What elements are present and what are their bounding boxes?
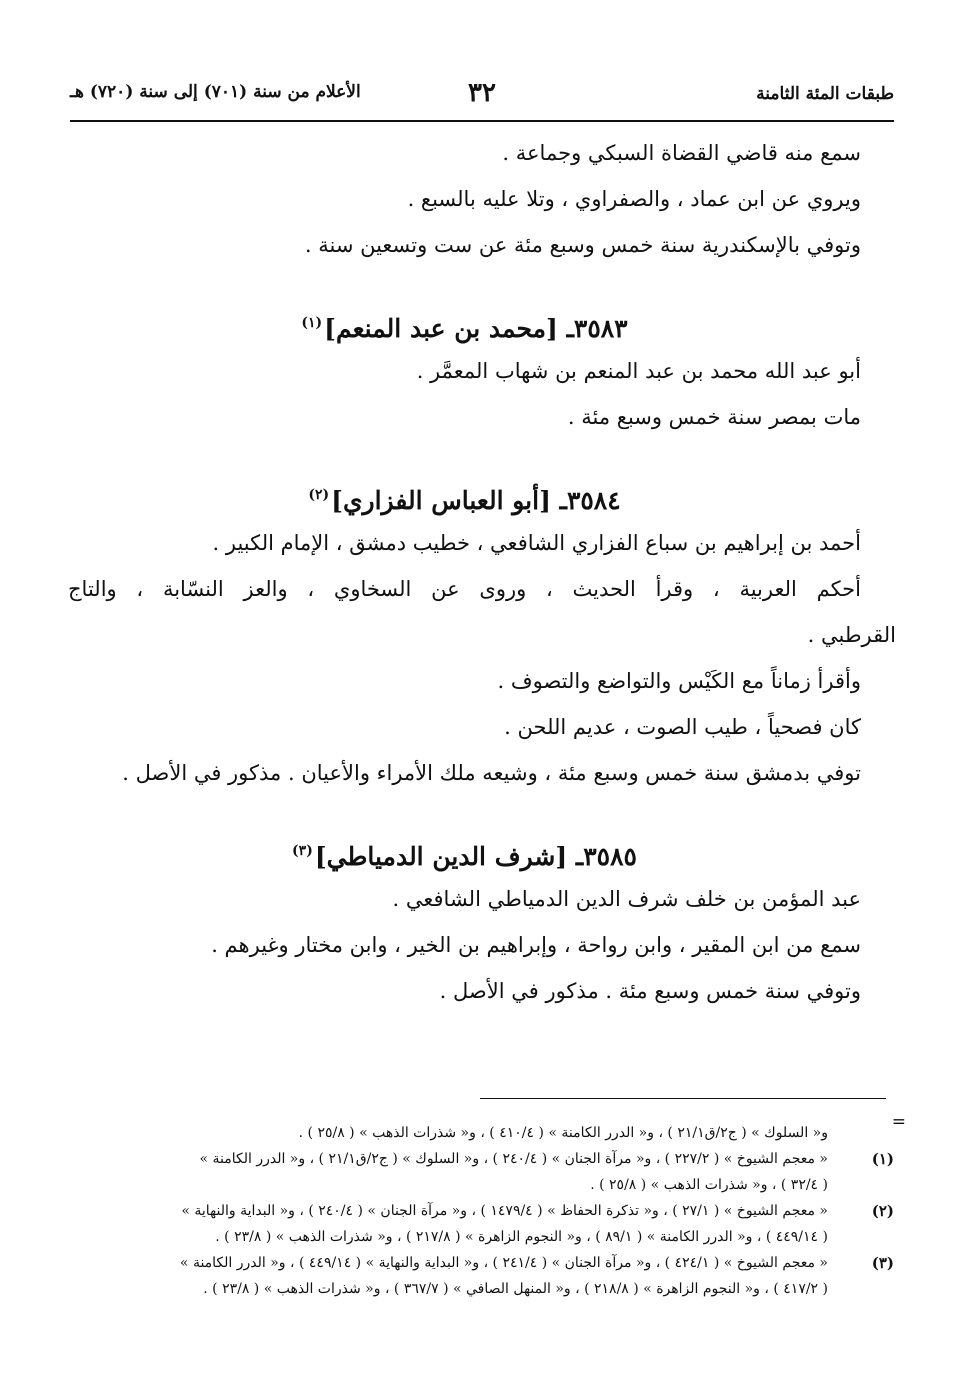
text-line: عبد المؤمن بن خلف شرف الدين الدمياطي الشافعي . (392, 887, 861, 911)
footnote-rule (480, 1098, 886, 1099)
entry-title: ٣٥٨٥ـ [شرف الدين الدمياطي] (314, 842, 637, 871)
footnote-line: ( ٤١٧/٢ ) ، و« النجوم الزاهرة » ( ٢١٨/٨ ) ، و« المنهل الصافي » ( ٣٦٧/٧ ) ، و« شذرات الذهب » ( ٢٣/٨ ) . (203, 1281, 828, 1297)
footnote-continuation (70, 1120, 894, 1146)
text-line: توفي بدمشق سنة خمس وسبع مئة ، وشيعه ملك الأمراء والأعيان . مذكور في الأصل . (122, 761, 861, 785)
text-line: أحمد بن إبراهيم بن سباع الفزاري الشافعي ، خطيب دمشق ، الإمام الكبير . (212, 531, 861, 555)
footnote-line: « معجم الشيوخ » ( ٤٢٤/١ ) ، و« مرآة الجنان » ( ٢٤١/٤ ) ، و« البداية والنهاية » ( ٤٤٩/١٤ ) ، و« الدرر الكامنة » (179, 1255, 828, 1271)
footnote-line: ( ٣٢/٤ ) ، و« شذرات الذهب » ( ٢٥/٨ ) . (590, 1177, 828, 1193)
text-line: وتوفي سنة خمس وسبع مئة . مذكور في الأصل . (439, 979, 861, 1003)
header-rule (70, 120, 894, 122)
footnote-ref: (٣) (292, 843, 313, 859)
text-line: سمع من ابن المقير ، وابن رواحة ، وإبراهيم بن الخير ، وابن مختار وغيرهم . (211, 933, 861, 957)
text-line: وأقرأ زماناً مع الكَيْس والتواضع والتصوف . (497, 669, 861, 693)
text-line: سمع منه قاضي القضاة السبكي وجماعة . (502, 141, 861, 165)
footnote-2 (70, 1198, 894, 1250)
footnote-number: (٢) (871, 1202, 894, 1220)
page-number: ٣٢ (468, 78, 496, 108)
footnotes (70, 1120, 894, 1302)
footnote-number: (١) (871, 1150, 894, 1168)
footnote-line: ( ٤٤٩/١٤ ) ، و« الدرر الكامنة » ( ٨٩/١ ) ، و« النجوم الزاهرة » ( ٢١٧/٨ ) ، و« شذرات الذهب » ( ٢٣/٨ ) . (215, 1229, 828, 1245)
entry-heading-3585 (68, 826, 861, 876)
text-line: أحكم العربية ، وقرأ الحديث ، وروى عن السخاوي ، والعز النسّابة ، والتاج (68, 577, 861, 601)
footnote-3 (70, 1250, 894, 1302)
header-book-title: طبقات المئة الثامنة (756, 84, 894, 104)
text-line: القرطبي . (807, 623, 896, 647)
entry-title: ٣٥٨٤ـ [أبو العباس الفزاري] (331, 486, 621, 515)
footnote-number: (٣) (871, 1254, 894, 1272)
text-line: أبو عبد الله محمد بن عبد المنعم بن شهاب المعمَّر . (416, 359, 861, 383)
footnote-line: « معجم الشيوخ » ( ٢٢٧/٢ ) ، و« مرآة الجنان » ( ٢٤٠/٤ ) ، و« السلوك » ( ج٢/ق٢١/١ ) ، و« الدرر الكامنة » (199, 1151, 828, 1167)
text-line: ويروي عن ابن عماد ، والصفراوي ، وتلا عليه بالسبع . (407, 187, 861, 211)
entry-heading-3583 (68, 298, 861, 348)
entry-heading-3584 (68, 470, 861, 520)
footnote-line: و« السلوك » ( ج٢/ق٢١/١ ) ، و« الدرر الكامنة » ( ٤١٠/٤ ) ، و« شذرات الذهب » ( ٢٥/٨ ) . (298, 1125, 828, 1141)
entry-title: ٣٥٨٣ـ [محمد بن عبد المنعم] (324, 314, 628, 343)
footnote-ref: (١) (301, 315, 323, 331)
footnote-line: « معجم الشيوخ » ( ٢٧/١ ) ، و« تذكرة الحفاظ » ( ١٤٧٩/٤ ) ، و« مرآة الجنان » ( ٢٤٠/٤ ) ، و« البداية والنهاية » (181, 1203, 828, 1219)
footnote-1 (70, 1146, 894, 1198)
main-text (68, 130, 896, 1014)
header-range: الأعلام من سنة (٧٠١) إلى سنة (٧٢٠) هـ (70, 82, 361, 102)
text-line: كان فصحياً ، طيب الصوت ، عديم اللحن . (504, 715, 861, 739)
text-line: وتوفي بالإسكندرية سنة خمس وسبع مئة عن ست وتسعين سنة . (304, 233, 861, 257)
footnote-ref: (٢) (308, 487, 330, 503)
running-header (70, 78, 894, 118)
text-line: مات بمصر سنة خمس وسبع مئة . (567, 405, 861, 429)
continuation-mark: = (891, 1112, 906, 1132)
